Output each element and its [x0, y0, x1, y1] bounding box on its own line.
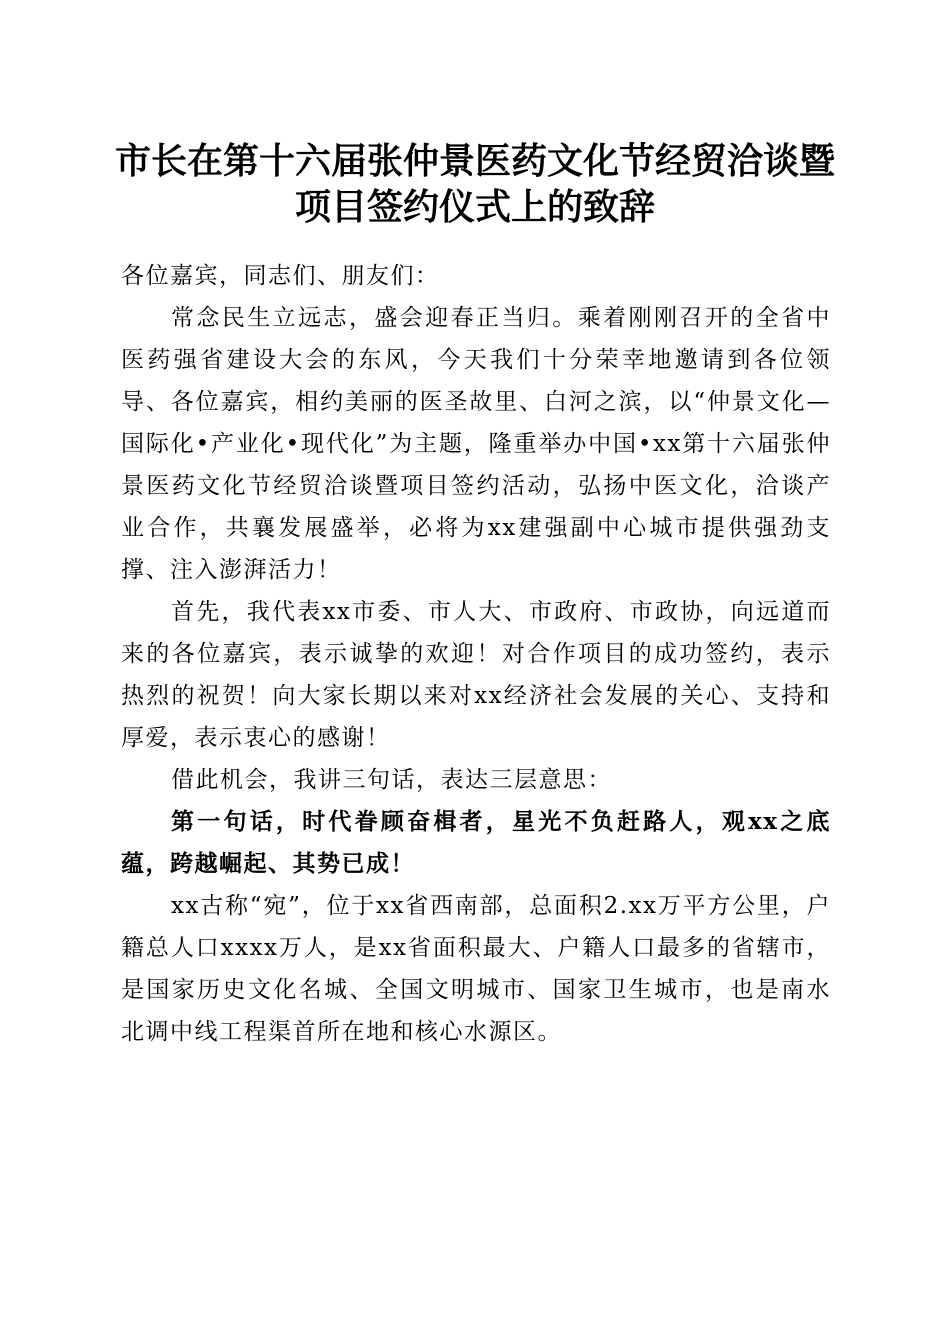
- paragraph-city-profile: xx古称“宛”，位于xx省西南部，总面积2.xx万平方公里，户籍总人口xxxx万人，是xx省面积最大、户籍人口最多的省辖市，是国家历史文化名城、全国文明城市、国家卫生城市，也是南水北调中线工程渠首所在地和核心水源区。: [121, 893, 831, 1045]
- title-line-2: 项目签约仪式上的致辞: [294, 186, 655, 228]
- paragraph-welcome: 首先，我代表xx市委、市人大、市政府、市政协，向远道而来的各位嘉宾，表示诚挚的欢迎！对合作项目的成功签约，表示热烈的祝贺！向大家长期以来对xx经济社会发展的关心、支持和厚爱，表示衷心的感谢！: [121, 599, 831, 751]
- section-heading-1: 第一句话，时代眷顾奋楫者，星光不负赶路人，观xx之底蕴，跨越崛起、其势已成！: [121, 808, 831, 877]
- paragraph-opening: 常念民生立远志，盛会迎春正当归。乘着刚刚召开的全省中医药强省建设大会的东风，今天我们十分荣幸地邀请到各位领导、各位嘉宾，相约美丽的医圣故里、白河之滨，以“仲景文化—国际化•产业化•现代化”为主题，隆重举办中国•xx第十六届张仲景医药文化节经贸洽谈暨项目签约活动，弘扬中医文化，洽谈产业合作，共襄发展盛举，必将为xx建强副中心城市提供强劲支撑、注入澎湃活力！: [121, 305, 831, 583]
- title-line-1: 市长在第十六届张仲景医药文化节经贸洽谈暨: [114, 140, 835, 182]
- document-body: [121, 255, 831, 1053]
- document-title: [100, 138, 850, 230]
- paragraph-intro: 借此机会，我讲三句话，表达三层意思：: [171, 767, 612, 793]
- salutation: 各位嘉宾，同志们、朋友们：: [121, 263, 440, 289]
